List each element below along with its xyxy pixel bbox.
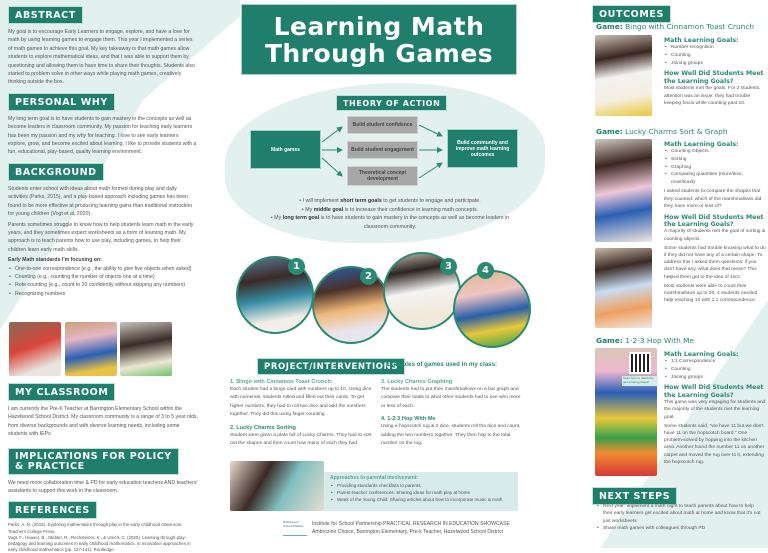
standard-item: • Recognizing numbers (8, 290, 198, 298)
title-line1: Learning Math (273, 11, 485, 41)
outcome-text-3 (664, 351, 766, 466)
goal-note: I asked students to compare the shapes that they counted: which of the marshmallows did they have more or less of? (664, 189, 762, 210)
goal-item: • Graphing (664, 164, 766, 172)
circle-number-2: 2 (360, 268, 377, 285)
footer-line1: Institute for School Partnership PRACTICAL RESEARCH IN EDUCATION SHOWCASE (312, 521, 510, 527)
implications-text: We need more collaboration time & PD for early education teachers AND teachers' assistants to support this work in the classroom. (8, 479, 198, 495)
outcome-game-title-1 (596, 22, 754, 31)
goals-list (664, 358, 766, 382)
met-text: A majority of students met the goal of sorting & counting objects. (664, 229, 766, 242)
game-name: Bingo with Cinnamon Toast Crunch (625, 22, 755, 31)
footer-line2: Ambrozine Choice, Barrington Elementary, Pre-k Teacher, Hazelwood School District (312, 528, 503, 535)
goals-list (664, 44, 764, 68)
game-name: 1-2-3 Hop With Me (625, 336, 695, 345)
standard-item: • One-to-one correspondence (e.g., the ability to give five objects when asked) (8, 265, 198, 273)
met-text: Some students had trouble knowing what to do if they did not have any of a certain shape. To address this I asked them questions: if you don't have any, what does that mean? This helped them get to the idea of zero. (664, 245, 766, 280)
goal-item: • I will implement short term goals to get students to engage and participate. (299, 198, 481, 204)
met-text: Most students met the goals. For 2 students, attention was an issue: they had trouble keeping focus while counting past 10. (664, 86, 761, 107)
personal-why-text: My long term goal is to have students to gain mastery in the concepts as well as become leaders in classroom community. My passion for teaching early learners has been my passion and my why for teaching. I love to see early learners explore, grow, and become excited about learning. I like to provide students with a fun, educational, play-based, quality learning environment. (8, 115, 197, 156)
goal-item: • Comparing quantities (more/less, most/least) (664, 171, 766, 186)
goal-item: • Number recognition (664, 44, 764, 52)
theory-input-box: Math games (250, 130, 321, 169)
title-line2: Through Games (264, 38, 494, 68)
goals-label: Math Learning Goals: (664, 351, 739, 358)
references-heading: REFERENCES (8, 501, 97, 519)
met-label: How Well Did Students Meet the Learning Goals? (664, 70, 764, 85)
outcomes-heading: OUTCOMES (592, 5, 671, 23)
game-text-2: Student were given a plate full of Lucky Charms. They had to sort out the shapes and then count how many of each they had. (230, 432, 372, 447)
games-col-right (381, 378, 526, 448)
reference-item: Vogt, F., Hauser, B., Stebler, R., Rechsteiner, K., & Urech, C. (2020). Learning through play-pedagogy and learning outcomes in early childhood mathematics. In Innovative approaches in early childhood mathematics (pp. 127-141). Routledge. (8, 534, 191, 553)
parental-item: • Providing standards checklists to parents (330, 482, 512, 489)
goal-item: • Counting (664, 52, 764, 60)
met-label: How Well Did Students Meet the Learning Goals? (664, 213, 764, 228)
goals-label: Math Learning Goals: (664, 37, 739, 44)
game-label: Game: (596, 336, 623, 345)
game-label: Game: (596, 127, 623, 136)
circle-number-1: 1 (288, 258, 305, 275)
parent-child-photo (230, 461, 324, 511)
outcome-text-1 (664, 37, 764, 107)
background-p2: Parents sometimes struggle to know how to help students learn math in the early years, and they sometimes expect worksheets as a form of learning math. My approach is to teach parents how to use play, including games, to help their children learn early math skills. (8, 221, 194, 253)
my-classroom-text: I am currently the Pre-K Teacher at Barrington Elementary School within the Hazelwood School District. My classroom community is a range of 3 to 5 year olds, from diverse backgrounds and with diverse learning needs, including some students with IEPs. (8, 406, 198, 438)
abstract-heading: ABSTRACT (8, 6, 83, 24)
outcome-game-title-3 (596, 336, 694, 345)
game-name: Lucky Charms Sort & Graph (625, 127, 728, 136)
goal-item: • My long term goal is to have students to gain mastery in the concepts as well as become leaders in classroom community. (270, 215, 510, 230)
project-subheading: Examples of games used in my class: (386, 361, 498, 368)
background-p1: Students enter school with ideas about math formed during play and daily activities (Parks, 2015), and a play-based approach including games has been found to be more effective at producing learning gains than traditional instruction for young children (Vogt et al, 2020). (8, 185, 193, 218)
parental-item: • Week of the Young Child: Sharing articles about how to incorporate music & math (330, 496, 512, 503)
next-steps-heading: NEXT STEPS (592, 487, 677, 505)
theory-heading: THEORY OF ACTION (336, 95, 447, 111)
next-steps-list (596, 503, 764, 533)
footer-text (312, 521, 510, 536)
outcome-game-title-2 (596, 127, 728, 136)
circle-number-3: 3 (440, 258, 457, 275)
game-text-1: Each student had a bingo card with numbers up to 10. Using dice with numerals, students rolled and filled out their cards. To get higher numbers, they had to roll two dice and add the numbers together. They did this using finger counting. (230, 387, 372, 418)
game-photo-circle-2 (312, 266, 390, 344)
goal-item: • 1:1 Correspondence (664, 358, 766, 366)
background-heading: BACKGROUND (8, 163, 104, 181)
met-text: This game was very engaging for students and the majority of the students met the learning goal. (664, 400, 766, 420)
goals-list (664, 148, 766, 186)
district-logo: Hazelwood School District (283, 520, 307, 536)
game-title-1: 1. Bingo with Cinnamon Toast Crunch: (230, 379, 333, 385)
parental-item: • Parent-teacher conferences: Sharing ideas for math play at home (330, 489, 512, 496)
next-step-item: • Share math games with colleagues through PD (596, 525, 764, 532)
outcome-photo-graph (595, 248, 652, 328)
theory-middle-box-3: Theoretical concept development (347, 166, 418, 186)
game-label: Game: (596, 22, 623, 31)
qr-caption: Scan here to watch the game being played! (622, 376, 658, 386)
game-title-4: 4. 1-2-3 Hop With Me (381, 416, 436, 423)
personal-why-heading: PERSONAL WHY (8, 93, 115, 111)
implications-heading-line1: IMPLICATIONS FOR POLICY (15, 450, 172, 462)
met-text: Most students were able to count their marshmallows up to 20. 4 students needed help reaching 10 with 1:1 correspondence. (664, 283, 758, 304)
next-step-item: • Next year: implement a math night to teach parents about how to help their early learners get excited about math at home and know that it's not just worksheets (596, 503, 764, 525)
theory-middle-box-2: Build student engagement (347, 141, 418, 159)
met-label: How Well Did Students Meet the Learning Goals? (664, 384, 764, 399)
circle-number-4: 4 (477, 262, 494, 279)
goals-label: Math Learning Goals: (664, 141, 739, 148)
standard-item: • Rote counting (e.g., count to 20 confidently without skipping any numbers) (8, 281, 198, 289)
goal-item: • Joining groups (664, 60, 764, 68)
reference-item: Parks, A. N. (2015). Exploring mathematics through play in the early childhood classroom. Teachers College Press. (8, 522, 183, 534)
game-title-3: 3. Lucky Charms Graphing (381, 379, 453, 385)
game-text-4: Using a hopscotch rug & 2 dice, students roll the dice and count, adding the two numbers together. They then hop to the total number on the rug. (381, 424, 521, 447)
standard-item: • Counting (e.g., counting the number of objects one at a time) (8, 273, 198, 281)
goal-item: • My middle goal is to increase their confidence in learning math concepts. (301, 206, 479, 213)
my-classroom-heading: MY CLASSROOM (8, 383, 115, 401)
goal-item: • Sorting (664, 156, 766, 164)
met-text: Some students said, "we have 11 but we don't have 11 on the hopscotch board." One problem-solved by hopping into the kitchen area. Another found the number 11 on another carpet and moved the rug over to it, extending the hopscotch rug. (664, 423, 765, 465)
goal-item: • Counting (664, 366, 766, 374)
theory-output-box: Build community and improve math learning outcomes (447, 129, 518, 168)
game-title-2: 2. Lucky Charms Sorting (230, 424, 296, 431)
qr-code[interactable] (629, 352, 651, 374)
parental-heading: Approaches to parental involvement: (330, 475, 419, 481)
parental-list (330, 482, 512, 504)
games-col-left (230, 378, 375, 448)
game-text-3: The students had to put their marshmallows on a bar graph and compare their totals to what other students had to see who more or less of each. (381, 387, 521, 409)
game-photo-circle-4 (453, 270, 531, 348)
outcome-photo-bingo (595, 35, 652, 116)
parental-box (324, 472, 518, 511)
standards-label: Early Math standards I'm focusing on: (8, 257, 102, 264)
goal-item: • Counting Objects (664, 148, 766, 156)
outcome-photo-sort (595, 139, 652, 242)
abstract-text: My goal is to encourage Early Learners to engage, explore, and have a love for math by using learning games to engage them. This year I implemented a series of math games to achieve this goal. My key takeaway is that math games allow students to explore mathematical ideas, and that I was able to support them by questioning and allowing them to have time to share their thoughts. Students also started to problem solve in other ways while playing math games, creatively thinking outside the box. (8, 29, 195, 86)
theory-goals (270, 197, 510, 231)
goal-item: • Joining groups (664, 374, 766, 382)
outcome-text-2 (664, 141, 766, 304)
implications-heading-line2: & PRACTICE (15, 460, 85, 472)
theory-middle-box-1: Build student confidence (347, 116, 418, 134)
project-heading: PROJECT/INTERVENTIONS (257, 358, 405, 375)
